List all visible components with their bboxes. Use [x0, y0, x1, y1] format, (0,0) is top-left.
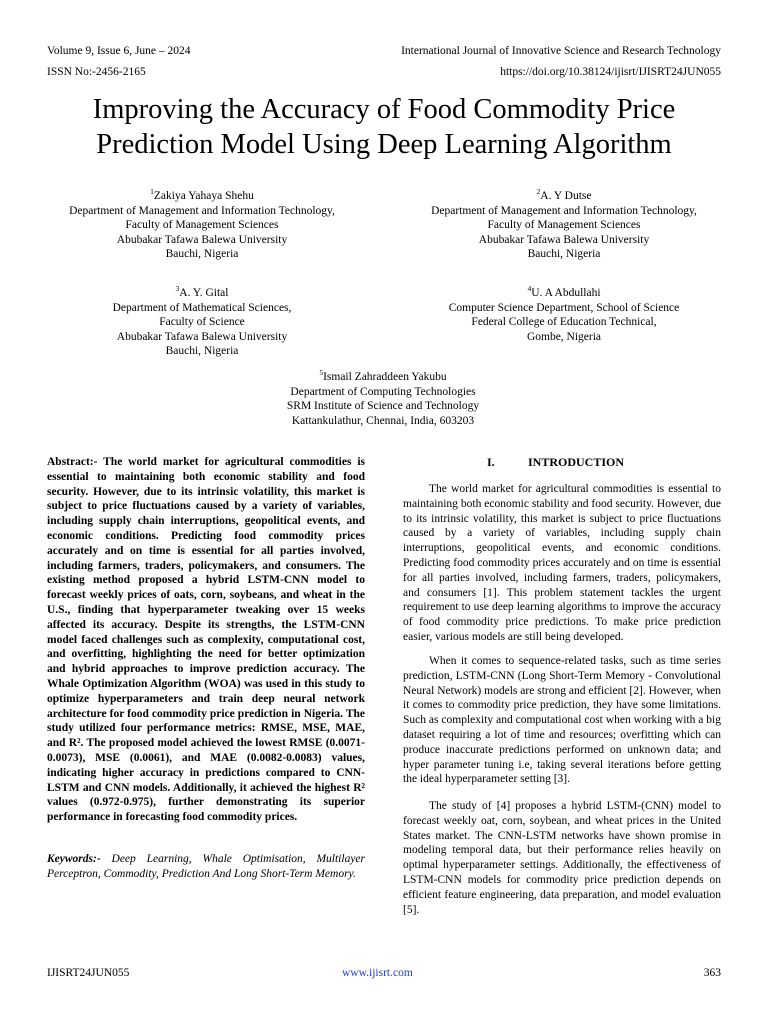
author-affiliation-line: SRM Institute of Science and Technology: [286, 400, 480, 412]
page-number: 363: [703, 967, 721, 979]
volume-info: Volume 9, Issue 6, June – 2024: [47, 45, 191, 57]
intro-paragraph-3: [403, 799, 721, 917]
author-affiliation-line: Bauchi, Nigeria: [527, 248, 601, 260]
author-name: A. Y. Gital: [179, 287, 229, 299]
paragraph-text: When it comes to sequence-related tasks, such as time series prediction, LSTM-CNN (Long Short-Term Memory - Convolutional Neural Network) models are strong and efficient [2]. However, when it comes to commodity price prediction, they have some limitations. Such as complexity and computational cost when working with a big dataset requiring a lot of time and resources; overfitting which can produce inaccurate predictions performed on unknown data; and hyper parameter tuning i.e, taking several iterations before getting the ideal hyperparameter setting [3].: [403, 655, 721, 786]
author-name: Ismail Zahraddeen Yakubu: [323, 371, 447, 383]
author-affil-number: 3: [175, 284, 180, 294]
author-affiliation-line: Faculty of Management Sciences: [487, 219, 641, 231]
keywords: [47, 852, 365, 882]
abstract: Abstract:- The world market for agricultural commodities is essential to maintaining both economic stability and food security. However, due to its intrinsic volatility, this market is subject to price fluctuations caused by a variety of variables, including supply chain interruptions, geopolitical events, and economic conditions. Predicting food commodity prices accurately and on time is essential for all parties involved, including farmers, traders, policymakers, and consumers. The existing method proposed a hybrid LSTM-CNN model to forecast weekly prices of oats, corn, soybeans, and wheat in the U.S., finding that hyperparameter tweaking over 15 weeks affected its accuracy. Despite its strengths, the LSTM-CNN model faced challenges such as complexity, computational cost, and overfitting, highlighting the need for better optimization and hybrid approaches to improve prediction accuracy. The Whale Optimization Algorithm (WOA) was used in this study to optimize hyperparameters and train deep neural network architecture for food commodity price prediction in Nigeria. The study utilized four performance metrics: RMSE, MSE, MAE, and R². The proposed model achieved the lowest RMSE (0.0071-0.0073), MSE (0.0061), and MAE (0.0082-0.0083) values, indicating higher accuracy in predictions compared to CNN-LSTM and CNN models. Additionally, it achieved the highest R² values (0.972-0.975), further demonstrating its superior performance in forecasting food commodity prices.: [47, 456, 365, 824]
author-block-4: [389, 286, 739, 344]
section-title: INTRODUCTION: [528, 455, 625, 469]
author-affiliation-line: Department of Management and Information Technology,: [431, 204, 697, 217]
author-block-3: [27, 286, 377, 359]
author-affiliation-line: Federal College of Education Technical,: [471, 316, 657, 328]
author-name: U. A Abdullahi: [531, 287, 601, 299]
author-affiliation-line: Abubakar Tafawa Balewa University: [116, 330, 288, 343]
author-affiliation-line: Abubakar Tafawa Balewa University: [478, 233, 650, 246]
author-affiliation-line: Abubakar Tafawa Balewa University: [116, 233, 288, 246]
title-line-1: Improving the Accuracy of Food Commodity Price: [92, 94, 676, 125]
title-line-2: Prediction Model Using Deep Learning Algorithm: [96, 129, 672, 160]
author-affiliation-line: Department of Mathematical Sciences,: [112, 301, 292, 314]
author-affil-number: 5: [319, 368, 324, 378]
keywords-text: Deep Learning, Whale Optimisation, Multilayer Perceptron, Commodity, Prediction And Long Short-Term Memory.: [47, 853, 366, 880]
author-affil-number: 2: [536, 187, 541, 197]
author-affiliation-line: Kattankulathur, Chennai, India, 603203: [291, 414, 475, 427]
author-affiliation-line: Computer Science Department, School of Science: [448, 301, 680, 314]
paragraph-text: The world market for agricultural commodities is essential to maintaining both economic stability and food security. However, due to its intrinsic volatility, this market is subject to price fluctuations caused by a variety of variables, including supply chain interruptions, geopolitical events, and economic conditions. Predicting food commodity prices accurately and on time is essential for all parties involved, including farmers, traders, policymakers, and consumers [1]. This problem statement tackles the urgent requirement to use deep learning algorithms to improve the accuracy of food commodity price predictions. To make price prediction easier, various models are still being developed.: [403, 483, 721, 643]
author-block-1: [27, 189, 377, 262]
author-affil-number: 1: [150, 187, 154, 197]
author-affil-number: 4: [527, 284, 532, 294]
intro-paragraph-1: [403, 482, 721, 645]
author-affiliation-line: Department of Computing Technologies: [290, 385, 476, 398]
paragraph-text: The study of [4] proposes a hybrid LSTM-(CNN) model to forecast weekly oat, corn, soybean, and wheat prices in the United States market. The CNN-LSTM networks have shown promise in modeling temporal data, but their performance relies heavily on optimal hyperparameter settings. Additionally, the effectiveness of LSTM-CNN models for commodity price prediction depends on efficient feature engineering, data preparation, and model evaluation [5].: [403, 800, 721, 916]
footer-paper-id: IJISRT24JUN055: [47, 967, 130, 979]
keywords-label: Keywords:-: [47, 853, 101, 865]
issn: ISSN No:-2456-2165: [47, 66, 146, 78]
author-name: Zakiya Yahaya Shehu: [153, 190, 254, 202]
author-name: A. Y Dutse: [540, 190, 592, 202]
paper-title: [20, 92, 748, 162]
author-affiliation-line: Department of Management and Information Technology,: [69, 204, 335, 217]
author-block-5: [208, 370, 558, 428]
intro-paragraph-2: [403, 654, 721, 787]
author-affiliation-line: Bauchi, Nigeria: [165, 248, 239, 260]
doi-link[interactable]: https://doi.org/10.38124/ijisrt/IJISRT24JUN055: [500, 66, 721, 78]
author-affiliation-line: Gombe, Nigeria: [526, 330, 602, 343]
author-affiliation-line: Faculty of Management Sciences: [125, 219, 279, 231]
author-affiliation-line: Faculty of Science: [159, 316, 245, 328]
footer-website-link[interactable]: www.ijisrt.com: [342, 967, 413, 979]
author-block-2: [389, 189, 739, 262]
section-number: I.: [487, 455, 495, 469]
journal-name: International Journal of Innovative Science and Research Technology: [401, 45, 721, 57]
author-affiliation-line: Bauchi, Nigeria: [165, 345, 239, 357]
